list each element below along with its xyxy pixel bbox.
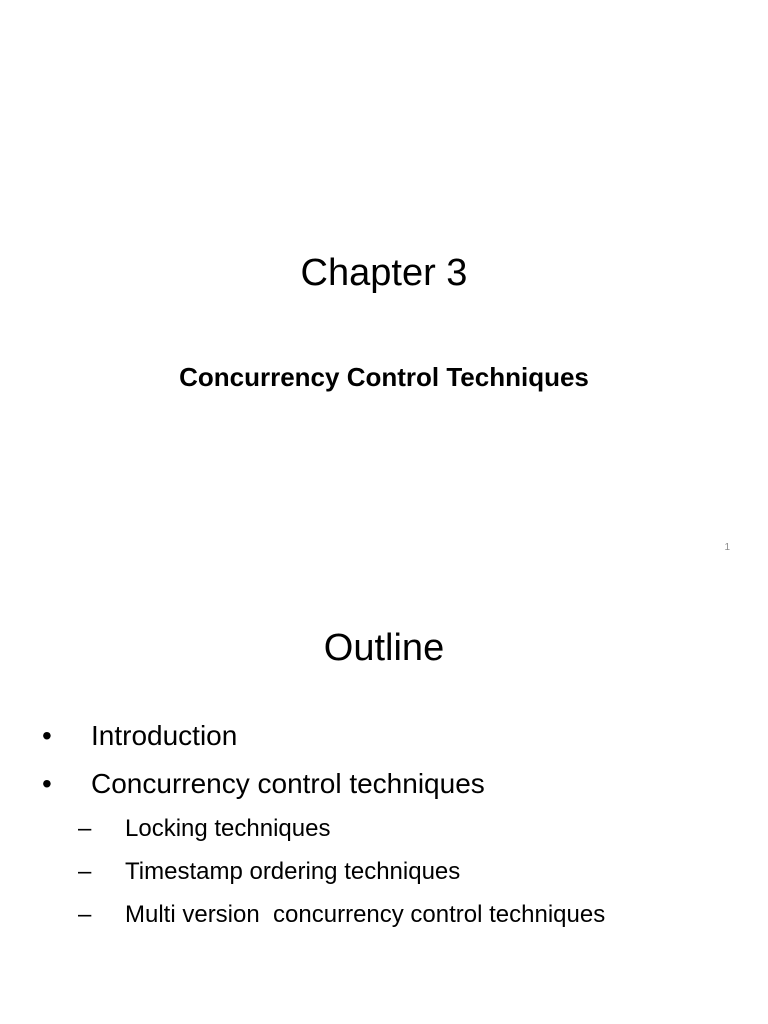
- chapter-title: Chapter 3: [300, 252, 468, 294]
- dash-marker: –: [78, 815, 92, 842]
- list-item: [0, 716, 768, 764]
- sub-bullet-text: Multi version concurrency control techniques: [125, 901, 606, 928]
- outline-slide: [0, 576, 768, 1024]
- slide-number: 1: [724, 542, 730, 553]
- sub-bullet-text: Locking techniques: [125, 815, 331, 842]
- sub-bullet-text: Timestamp ordering techniques: [125, 858, 461, 885]
- dash-marker: –: [78, 858, 92, 885]
- outline-list: [0, 716, 768, 941]
- bullet-marker: •: [42, 768, 52, 799]
- bullet-marker: •: [42, 720, 52, 751]
- sub-list-item: [0, 898, 768, 941]
- sub-list-item: [0, 812, 768, 855]
- dash-marker: –: [78, 901, 92, 928]
- list-item: [0, 764, 768, 812]
- bullet-text: Introduction: [91, 720, 238, 751]
- bullet-text: Concurrency control techniques: [91, 768, 485, 799]
- chapter-subtitle: Concurrency Control Techniques: [179, 362, 589, 392]
- outline-title: Outline: [323, 627, 445, 669]
- sub-list-item: [0, 855, 768, 898]
